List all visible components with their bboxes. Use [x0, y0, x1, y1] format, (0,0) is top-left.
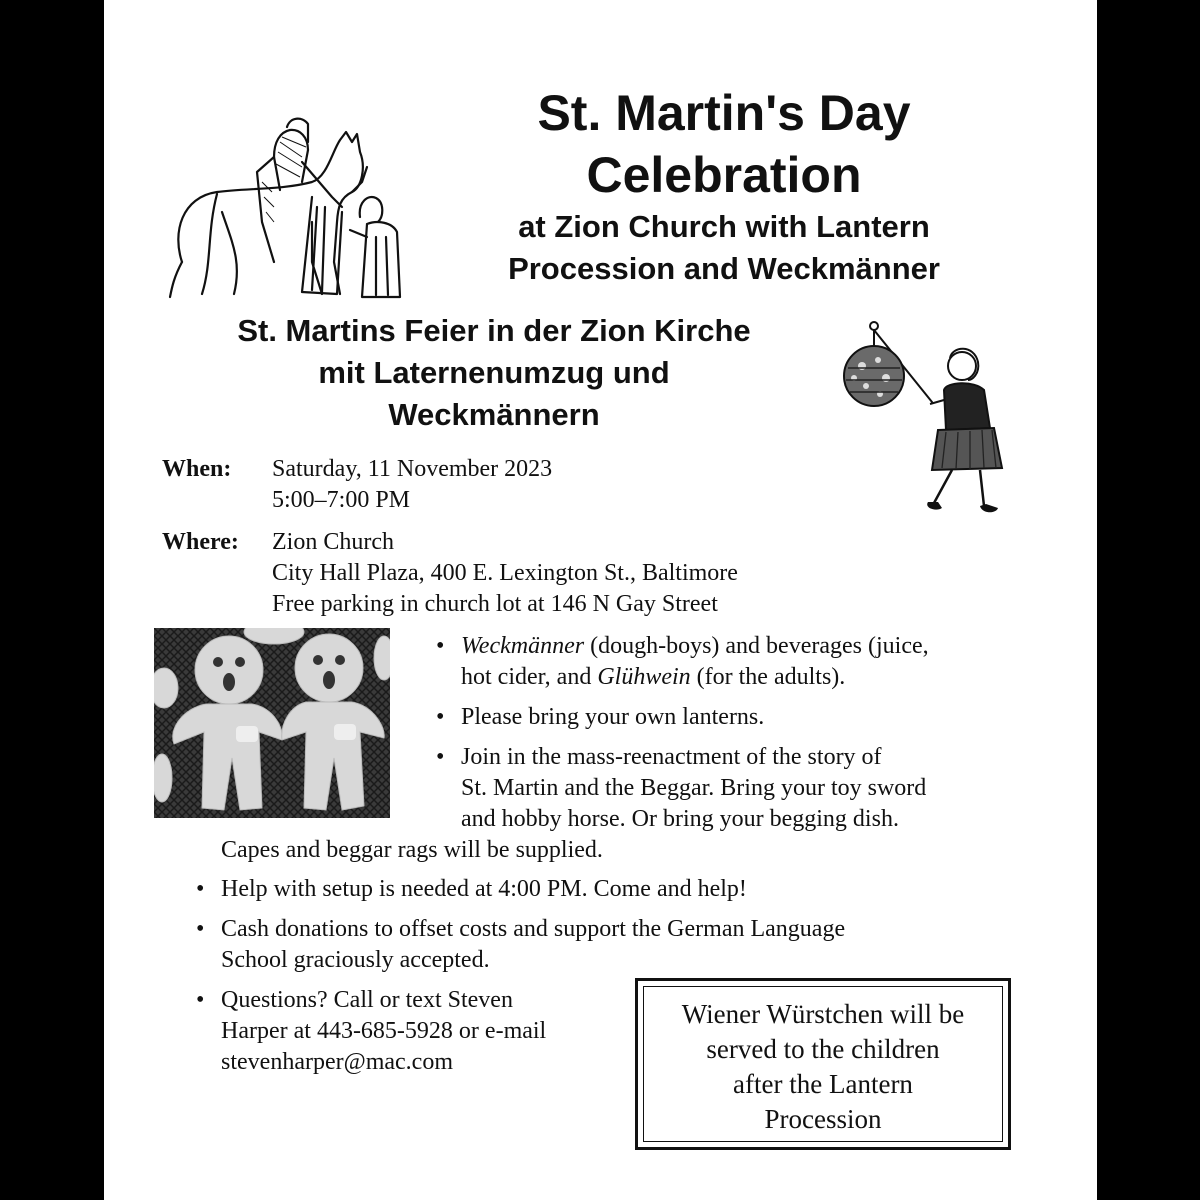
notice-box-inner — [643, 986, 1003, 1142]
bullet-donations — [196, 914, 846, 976]
notice-line-1: Wiener Würstchen will be — [681, 999, 965, 1029]
bullet-dot: • — [436, 704, 445, 730]
bullet-weckmaenner — [436, 631, 929, 693]
parking-info: Free parking in church lot at 146 N Gay Street — [272, 591, 718, 617]
german-title-line-1: St. Martins Feier in der Zion Kirche — [237, 313, 751, 348]
event-time: 5:00–7:00 PM — [272, 487, 411, 513]
notice-line-2: served to the children — [706, 1034, 940, 1064]
term-weckmaenner: Weckmänner — [461, 633, 585, 659]
weckmaenner-line-2-rest: (for the adults). — [690, 664, 846, 690]
weckmaenner-photo — [154, 628, 390, 818]
flyer-page — [104, 0, 1097, 1200]
weckmaenner-line-2-start: hot cider, and — [461, 664, 598, 690]
bullet-dot: • — [196, 987, 205, 1013]
event-title-line-2: Celebration — [586, 147, 862, 203]
reenactment-line-4-wrap — [221, 835, 603, 866]
reenactment-line-2: St. Martin and the Beggar. Bring your toy sword — [461, 775, 927, 801]
venue-address: City Hall Plaza, 400 E. Lexington St., Baltimore — [272, 560, 738, 586]
bullet-lanterns — [436, 702, 765, 733]
st-martin-horse-beggar-illustration — [162, 112, 412, 307]
notice-line-4: Procession — [764, 1104, 882, 1134]
event-title-block — [424, 82, 1024, 290]
when-details — [272, 454, 872, 516]
event-subtitle-line-1: at Zion Church with Lantern — [518, 209, 930, 244]
bullet-dot: • — [196, 876, 205, 902]
german-title-line-3: Weckmännern — [388, 397, 600, 432]
term-gluehwein: Glühwein — [597, 664, 691, 690]
reenactment-line-1: Join in the mass-reenactment of the story of — [461, 744, 882, 770]
lanterns-text: Please bring your own lanterns. — [461, 704, 765, 730]
bullet-dot: • — [196, 916, 205, 942]
bullet-weckmaenner-line-1 — [461, 631, 929, 662]
bullet-questions — [196, 985, 547, 1078]
donations-line-2: School graciously accepted. — [221, 947, 490, 973]
bullet-weckmaenner-line-2 — [461, 662, 929, 693]
weckmaenner-line-1-text: (dough-boys) and beverages (juice, — [584, 633, 929, 659]
notice-line-3: after the Lantern — [733, 1069, 913, 1099]
event-date: Saturday, 11 November 2023 — [272, 456, 553, 482]
venue-name: Zion Church — [272, 529, 394, 555]
where-details — [272, 527, 872, 620]
german-title-block — [144, 310, 844, 436]
contact-email[interactable]: stevenharper@mac.com — [221, 1049, 453, 1075]
event-title-line-1: St. Martin's Day — [537, 85, 911, 141]
notice-box — [635, 978, 1011, 1150]
where-label: Where: — [162, 529, 239, 555]
reenactment-line-4: Capes and beggar rags will be supplied. — [221, 837, 603, 863]
donations-line-1: Cash donations to offset costs and support the German Language — [221, 916, 846, 942]
questions-line-2: Harper at 443-685-5928 or e-mail — [221, 1018, 547, 1044]
setup-text: Help with setup is needed at 4:00 PM. Come and help! — [221, 876, 747, 902]
questions-line-1: Questions? Call or text Steven — [221, 987, 513, 1013]
german-title-line-2: mit Laternenumzug und — [318, 355, 670, 390]
event-subtitle-line-2: Procession and Weckmänner — [508, 251, 940, 286]
bullet-setup — [196, 874, 747, 905]
when-label: When: — [162, 456, 232, 482]
bullet-dot: • — [436, 744, 445, 770]
reenactment-line-3: and hobby horse. Or bring your begging dish. — [461, 806, 899, 832]
bullet-dot: • — [436, 633, 445, 659]
bullet-reenactment — [436, 742, 927, 835]
